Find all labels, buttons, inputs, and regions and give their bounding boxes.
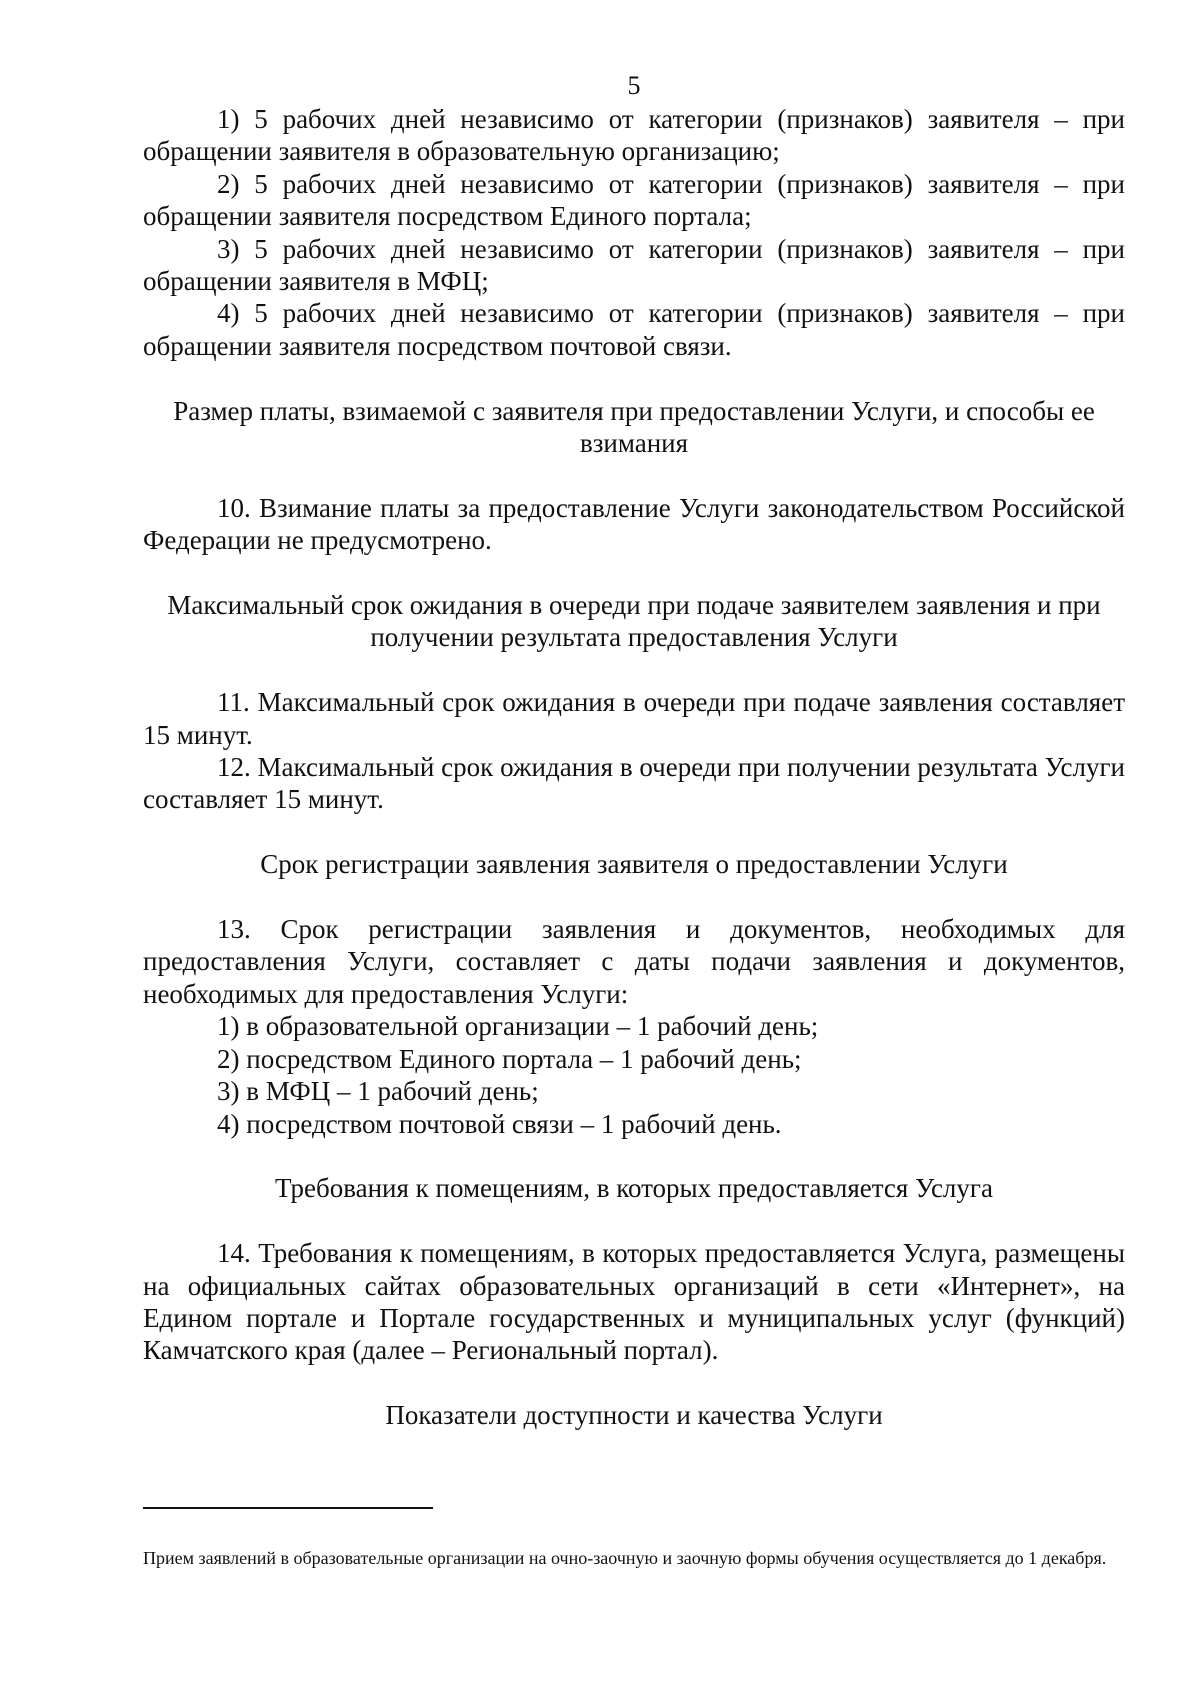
list-item-registration-2: 2) посредством Единого портала – 1 рабочий день; [217, 1043, 802, 1074]
spacer [143, 1205, 1125, 1237]
spacer [143, 557, 1125, 589]
paragraph-14: 14. Требования к помещениям, в которых предоставляется Услуга, размещены на официальных сайтах образовательных организаций в сети «Интернет», на Едином портале и Портале государственных и муниципальных услуг (функций) Камчатского края (далее – Региональный портал). [143, 1238, 1125, 1366]
spacer [143, 881, 1125, 913]
section-heading-queue: Максимальный срок ожидания в очереди при подаче заявителем заявления и при получении результата предоставления Услуги [167, 590, 1101, 653]
paragraph-10: 10. Взимание платы за предоставление Услуги законодательством Российской Федерации не предусмотрено. [143, 492, 1125, 556]
spacer [143, 362, 1125, 394]
paragraph-11: 11. Максимальный срок ожидания в очереди при подаче заявления составляет 15 минут. [143, 687, 1125, 750]
spacer [143, 1140, 1125, 1172]
section-heading-premises: Требования к помещениям, в которых предоставляется Услуга [275, 1173, 993, 1204]
spacer [143, 1367, 1125, 1399]
spacer [143, 816, 1125, 848]
list-item-waiting-3: 3) 5 рабочих дней независимо от категории (признаков) заявителя – при обращении заявителя в МФЦ; [143, 233, 1125, 297]
paragraph-13: 13. Срок регистрации заявления и документов, необходимых для предоставления Услуги, составляет с даты подачи заявления и документов, необходимых для предоставления Услуги: [143, 914, 1125, 1009]
list-item-waiting-4: 4) 5 рабочих дней независимо от категории (признаков) заявителя – при обращении заявителя посредством почтовой связи. [143, 298, 1125, 361]
list-item-registration-3: 3) в МФЦ – 1 рабочий день; [217, 1076, 539, 1107]
section-heading-fee: Размер платы, взимаемой с заявителя при предоставлении Услуги, и способы ее взимания [173, 395, 1095, 459]
section-heading-registration: Срок регистрации заявления заявителя о предоставлении Услуги [260, 849, 1008, 880]
footnote-separator [143, 1507, 433, 1509]
paragraph-12: 12. Максимальный срок ожидания в очереди при получении результата Услуги составляет 15 минут. [143, 752, 1125, 815]
section-heading-quality: Показатели доступности и качества Услуги [385, 1400, 883, 1431]
list-item-registration-4: 4) посредством почтовой связи – 1 рабочий день. [217, 1108, 782, 1139]
document-page [143, 70, 1125, 1432]
spacer [143, 459, 1125, 491]
list-item-waiting-2: 2) 5 рабочих дней независимо от категории (признаков) заявителя – при обращении заявителя посредством Единого портала; [143, 168, 1125, 232]
footnote-text: Прием заявлений в образовательные организации на очно-заочную и заочную формы обучения осуществляется до 1 декабря. [143, 1548, 1107, 1568]
list-item-registration-1: 1) в образовательной организации – 1 рабочий день; [217, 1011, 819, 1042]
spacer [143, 654, 1125, 686]
list-item-waiting-1: 1) 5 рабочих дней независимо от категории (признаков) заявителя – при обращении заявителя в образовательную организацию; [143, 104, 1125, 167]
page-number: 5 [627, 71, 641, 100]
